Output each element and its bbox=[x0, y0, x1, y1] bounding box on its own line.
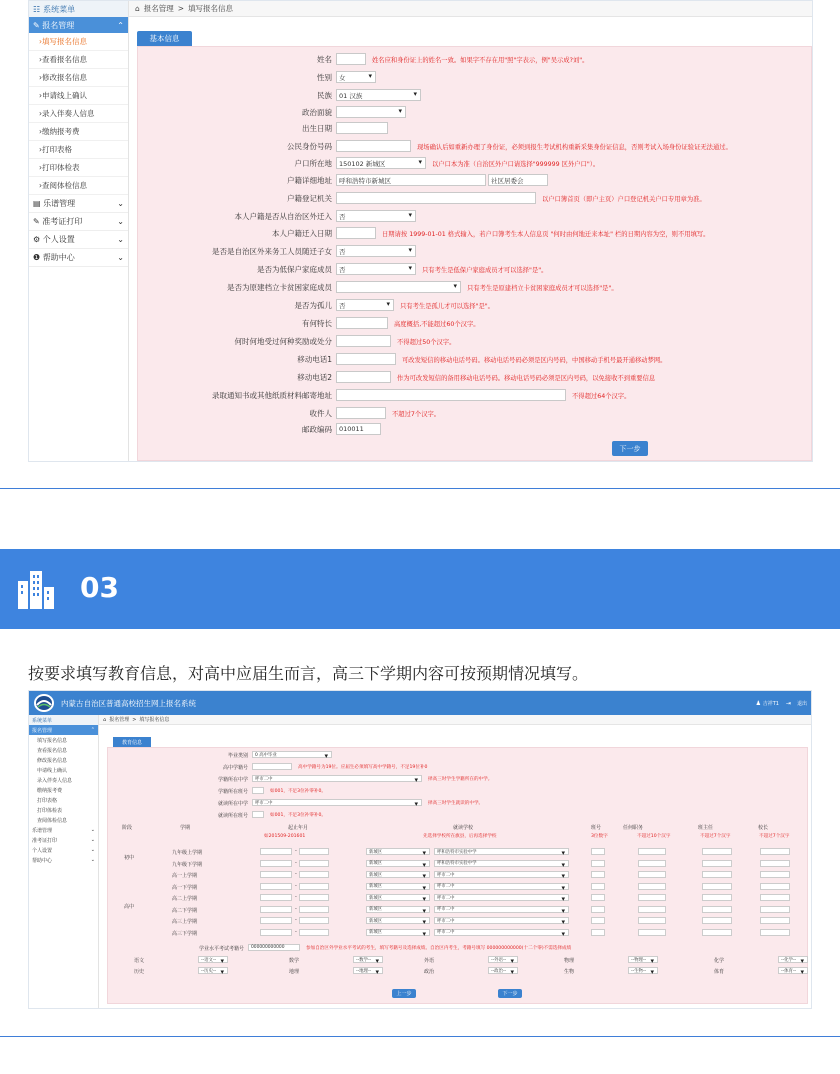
sidebar-item-label: 录入伴奏人信息 bbox=[37, 777, 73, 784]
field-hint: 高度概括,不能超过60个汉字。 bbox=[394, 321, 480, 328]
school-select[interactable]: 呼市二中 ▾ bbox=[434, 906, 569, 913]
breadcrumb-home[interactable]: 报名管理 bbox=[109, 717, 130, 723]
breadcrumb: ⌂ 报名管理 > 填写报名信息 bbox=[99, 715, 811, 725]
sidebar-item[interactable] bbox=[29, 775, 98, 785]
chevron-up-icon: ⌃ bbox=[90, 727, 95, 733]
field-label: 收件人 bbox=[309, 408, 332, 418]
sidebar-item-label: 缴纳报考费 bbox=[37, 787, 63, 794]
basic-info-form bbox=[137, 46, 812, 461]
start-date-input[interactable] bbox=[260, 906, 292, 913]
sidebar-item[interactable] bbox=[29, 735, 98, 745]
sidebar-item-label: 填写报名信息 bbox=[42, 37, 87, 46]
table-hint: 不超过7个汉字 bbox=[700, 834, 731, 839]
score-select[interactable]: --地理-- ▾ bbox=[353, 967, 383, 974]
position-input[interactable] bbox=[638, 929, 666, 936]
field-hint: 如001，不足3位补零补0。 bbox=[270, 789, 326, 794]
menu-icon: ☷ bbox=[33, 4, 41, 14]
principal-input[interactable] bbox=[760, 929, 790, 936]
breadcrumb-current: 填写报名信息 bbox=[139, 717, 170, 723]
field-label: 录取通知书或其他纸质材料邮寄地址 bbox=[212, 390, 332, 400]
edit-icon: ✎ bbox=[33, 20, 40, 30]
county-select[interactable]: 新城区 ▾ bbox=[366, 848, 430, 855]
field-hint: 不超过7个汉字。 bbox=[392, 411, 441, 418]
sidebar-item-label: 修改报名信息 bbox=[42, 73, 87, 82]
field-label: 出生日期 bbox=[302, 123, 332, 133]
logout-link[interactable]: 退出 bbox=[796, 700, 807, 707]
field-input[interactable] bbox=[252, 763, 292, 770]
principal-input[interactable] bbox=[760, 883, 790, 890]
sidebar bbox=[29, 715, 99, 1009]
position-input[interactable] bbox=[638, 871, 666, 878]
table-header: 班号 bbox=[591, 825, 602, 831]
sidebar-item-label: 打印体检表 bbox=[42, 163, 80, 172]
field-select[interactable]: 否 ▾ bbox=[336, 263, 416, 275]
head-teacher-input[interactable] bbox=[702, 929, 732, 936]
table-hint: 先选择学校所在旗县，后再选择学校 bbox=[423, 834, 497, 839]
subject-label: 语文 bbox=[134, 958, 145, 964]
field-label: 就读所在中学 bbox=[217, 801, 248, 807]
field-hint: 作为可改发短信的备用移动电话号码。移动电话号码必须是区内号码，以免接收不到重要信息 bbox=[397, 375, 656, 382]
class-no-input[interactable] bbox=[591, 848, 605, 855]
field-input[interactable] bbox=[336, 353, 396, 365]
stage-label: 高中 bbox=[124, 904, 135, 910]
field-hint: 择高三时学生学籍所在的中学。 bbox=[428, 777, 493, 782]
sidebar-item[interactable]: › 申请线上确认 bbox=[29, 87, 128, 105]
sidebar-item[interactable]: › 查阅体检信息 bbox=[29, 177, 128, 195]
field-label: 性别 bbox=[317, 72, 332, 82]
score-select[interactable]: --生物-- ▾ bbox=[628, 967, 658, 974]
score-select[interactable]: --体育-- ▾ bbox=[778, 967, 808, 974]
breadcrumb: ⌂ 报名管理 > 填写报名信息 bbox=[129, 1, 812, 17]
semester-label: 九年级上学期 bbox=[172, 850, 203, 856]
principal-input[interactable] bbox=[760, 871, 790, 878]
start-date-input[interactable] bbox=[260, 883, 292, 890]
sidebar-item[interactable]: › 录入伴奏人信息 bbox=[29, 105, 128, 123]
position-input[interactable] bbox=[638, 883, 666, 890]
sidebar-item[interactable] bbox=[29, 795, 98, 805]
class-no-input[interactable] bbox=[591, 883, 605, 890]
principal-input[interactable] bbox=[760, 860, 790, 867]
head-teacher-input[interactable] bbox=[702, 883, 732, 890]
table-header: 班主任 bbox=[698, 825, 714, 831]
chevron-down-icon: ⌄ bbox=[90, 837, 95, 843]
chevron-down-icon: ⌄ bbox=[90, 847, 95, 853]
education-info-screenshot bbox=[28, 690, 812, 1009]
divider bbox=[0, 1036, 840, 1037]
table-header: 起止年月 bbox=[288, 825, 309, 831]
semester-label: 高三下学期 bbox=[172, 930, 198, 937]
score-select[interactable]: --化学-- ▾ bbox=[778, 956, 808, 963]
field-select[interactable] bbox=[336, 106, 406, 118]
school-select[interactable]: 呼市二中 ▾ bbox=[434, 871, 569, 878]
field-label: 是否是自治区外来务工人员随迁子女 bbox=[212, 246, 332, 256]
field-label: 何时何地受过何种奖励或处分 bbox=[234, 336, 332, 346]
prev-button[interactable]: 上一步 bbox=[392, 989, 416, 998]
chevron-down-icon: ⌄ bbox=[117, 235, 124, 244]
sidebar-item-label: 打印体检表 bbox=[37, 807, 63, 814]
app-title: 内蒙古自治区普通高校招生网上报名系统 bbox=[61, 698, 196, 708]
field-select[interactable]: 女 ▾ bbox=[336, 71, 376, 83]
position-input[interactable] bbox=[638, 860, 666, 867]
field-hint: 参加自治区外学业水平考试的考生，填写考籍号及选择成绩。自治区内考生，考籍号填写 000000000000(十二个零)不需选择成绩 bbox=[306, 946, 572, 951]
sidebar-section-label: 帮助中心 bbox=[32, 857, 53, 864]
sidebar-item-label: 申请线上确认 bbox=[37, 767, 68, 774]
divider bbox=[0, 488, 840, 489]
field-hint: 可改发短信的移动电话号码。移动电话号码必须是区内号码，中国移动手机号最开通移动梦网。 bbox=[402, 357, 667, 364]
date-separator: - bbox=[295, 871, 297, 877]
field-input[interactable] bbox=[336, 335, 391, 347]
sidebar-item[interactable]: › 缴纳报考费 bbox=[29, 123, 128, 141]
end-date-input[interactable] bbox=[299, 917, 329, 924]
sidebar-item-label: 修改报名信息 bbox=[37, 757, 68, 764]
field-hint: 高中学籍号为19位。应届生必须填写高中学籍号，不足19位补0 bbox=[298, 765, 428, 770]
sidebar-group-registration[interactable]: ✎ 报名管理 ⌃ bbox=[29, 17, 128, 33]
user-icon: ♟ bbox=[755, 699, 761, 707]
field-input[interactable]: 呼和浩特市新城区 bbox=[336, 174, 486, 186]
head-teacher-input[interactable] bbox=[702, 906, 732, 913]
field-input[interactable] bbox=[336, 227, 376, 239]
subject-label: 政治 bbox=[424, 969, 435, 975]
field-hint: 只有考生是低保户家庭成员才可以选择"是"。 bbox=[422, 267, 548, 274]
field-label: 有何特长 bbox=[302, 318, 332, 328]
sidebar-item[interactable] bbox=[29, 805, 98, 815]
date-separator: - bbox=[295, 905, 297, 912]
school-select[interactable]: 呼市二中 ▾ bbox=[434, 894, 569, 901]
sidebar-item-label: 查看报名信息 bbox=[42, 55, 87, 64]
semester-label: 高一下学期 bbox=[172, 884, 198, 891]
sidebar-item[interactable]: › 打印表格 bbox=[29, 141, 128, 159]
field-select[interactable]: 否 ▾ bbox=[336, 245, 416, 257]
date-separator: - bbox=[295, 859, 297, 866]
field-label: 学籍所在班号 bbox=[217, 789, 248, 795]
table-hint: 不超过7个汉字 bbox=[759, 834, 790, 839]
score-select[interactable]: --外语-- ▾ bbox=[488, 956, 518, 963]
field-select[interactable]: 否 ▾ bbox=[336, 210, 416, 222]
date-separator: - bbox=[295, 848, 297, 854]
sidebar-item[interactable] bbox=[29, 745, 98, 755]
end-date-input[interactable] bbox=[299, 848, 329, 855]
sidebar-item[interactable]: › 填写报名信息 bbox=[29, 33, 128, 51]
county-select[interactable]: 新城区 ▾ bbox=[366, 929, 430, 936]
date-separator: - bbox=[295, 928, 297, 935]
start-date-input[interactable] bbox=[260, 871, 292, 878]
semester-label: 九年级下学期 bbox=[172, 861, 203, 868]
sidebar-section-label: 乐谱管理 bbox=[32, 827, 53, 834]
field-label: 户籍登记机关 bbox=[287, 193, 332, 203]
tab-basic-info[interactable]: 基本信息 bbox=[137, 31, 192, 46]
field-input[interactable]: 社区居委会 bbox=[488, 174, 548, 186]
table-hint: 不超过10个汉字 bbox=[637, 834, 671, 839]
start-date-input[interactable] bbox=[260, 860, 292, 867]
principal-input[interactable] bbox=[760, 906, 790, 913]
end-date-input[interactable] bbox=[299, 883, 329, 890]
sidebar-title: 系统菜单 bbox=[29, 715, 98, 725]
building-icon bbox=[16, 567, 56, 611]
county-select[interactable]: 新城区 ▾ bbox=[366, 883, 430, 890]
app-header bbox=[29, 691, 812, 715]
home-icon: ⌂ bbox=[135, 4, 140, 13]
chevron-down-icon: ⌄ bbox=[90, 857, 95, 863]
county-select[interactable]: 新城区 ▾ bbox=[366, 917, 430, 924]
start-date-input[interactable] bbox=[260, 848, 292, 855]
field-input[interactable] bbox=[336, 122, 388, 134]
field-label: 姓名 bbox=[317, 54, 332, 64]
class-no-input[interactable] bbox=[591, 929, 605, 936]
info-icon: ❶ bbox=[33, 253, 41, 262]
field-hint: 择高三时学生就读的中学。 bbox=[428, 801, 484, 806]
field-label: 就读所在班号 bbox=[217, 813, 248, 819]
field-label: 移动电话1 bbox=[297, 354, 332, 364]
instruction-caption: 按要求填写教育信息，对高中应届生而言，高三下学期内容可按预期情况填写。 bbox=[28, 664, 589, 683]
score-select[interactable]: --数学-- ▾ bbox=[353, 956, 383, 963]
field-label: 毕业类别 bbox=[227, 753, 248, 759]
exam-number-input[interactable]: 000000000000 bbox=[248, 944, 300, 951]
school-select[interactable]: 呼市二中 ▾ bbox=[434, 883, 569, 890]
table-header: 校长 bbox=[758, 825, 769, 831]
end-date-input[interactable] bbox=[299, 860, 329, 867]
class-no-input[interactable] bbox=[591, 917, 605, 924]
chevron-down-icon: ⌄ bbox=[117, 253, 124, 262]
subject-label: 历史 bbox=[134, 969, 145, 975]
table-header: 阶段 bbox=[122, 825, 133, 831]
stage-label: 初中 bbox=[124, 855, 135, 861]
school-select[interactable]: 呼和浩特市实验中学 ▾ bbox=[434, 860, 569, 867]
breadcrumb-current: 填写报名信息 bbox=[188, 4, 234, 13]
class-no-input[interactable] bbox=[591, 894, 605, 901]
head-teacher-input[interactable] bbox=[702, 848, 732, 855]
subject-label: 生物 bbox=[564, 969, 575, 975]
next-button[interactable]: 下一步 bbox=[612, 441, 648, 456]
field-select[interactable]: 否 ▾ bbox=[336, 299, 394, 311]
head-teacher-input[interactable] bbox=[702, 894, 732, 901]
field-input[interactable] bbox=[336, 140, 411, 152]
field-label: 民族 bbox=[317, 90, 332, 100]
sidebar-item[interactable] bbox=[29, 765, 98, 775]
field-label: 是否为低保户家庭成员 bbox=[257, 264, 332, 274]
sidebar-item-label: 查阅体检信息 bbox=[37, 817, 68, 824]
sidebar-item[interactable]: › 查看报名信息 bbox=[29, 51, 128, 69]
date-separator: - bbox=[295, 894, 297, 900]
field-label: 学籍所在中学 bbox=[217, 777, 248, 783]
sidebar-section[interactable] bbox=[29, 845, 98, 855]
field-hint: 不得超过50个汉字。 bbox=[397, 339, 456, 346]
sidebar-section[interactable] bbox=[29, 825, 98, 835]
sidebar-section-label: 准考证打印 bbox=[32, 837, 58, 844]
head-teacher-input[interactable] bbox=[702, 860, 732, 867]
semester-label: 高二下学期 bbox=[172, 907, 198, 914]
position-input[interactable] bbox=[638, 894, 666, 901]
start-date-input[interactable] bbox=[260, 917, 292, 924]
class-no-input[interactable] bbox=[591, 906, 605, 913]
table-header: 就读学校 bbox=[453, 825, 474, 831]
field-hint: 以户口簿首页（即户主页）户口登记机关户口专用章为准。 bbox=[542, 196, 706, 203]
breadcrumb-home[interactable]: 报名管理 bbox=[143, 4, 174, 13]
sidebar-section[interactable] bbox=[29, 835, 98, 845]
county-select[interactable]: 新城区 ▾ bbox=[366, 906, 430, 913]
school-select[interactable]: 呼和浩特市实验中学 ▾ bbox=[434, 848, 569, 855]
score-select[interactable]: --物理-- ▾ bbox=[628, 956, 658, 963]
end-date-input[interactable] bbox=[299, 906, 329, 913]
county-select[interactable]: 新城区 ▾ bbox=[366, 894, 430, 901]
school-select[interactable]: 呼市二中 ▾ bbox=[434, 917, 569, 924]
field-input[interactable] bbox=[336, 192, 536, 204]
field-label: 学业水平考试考籍号 bbox=[198, 946, 244, 952]
score-select[interactable]: --语文-- ▾ bbox=[198, 956, 228, 963]
field-input[interactable] bbox=[336, 389, 566, 401]
subject-label: 化学 bbox=[714, 958, 725, 964]
field-label: 高中学籍号 bbox=[222, 765, 248, 771]
field-select[interactable]: 01 汉族 ▾ bbox=[336, 89, 421, 101]
sidebar-section-label: 个人设置 bbox=[32, 847, 53, 854]
table-hint: 3位数字 bbox=[591, 834, 608, 839]
sidebar-section-ticket[interactable]: ✎ 准考证打印 ⌄ bbox=[29, 213, 128, 231]
field-select[interactable]: 呼市二中 ▾ bbox=[252, 799, 422, 806]
sidebar-section-settings[interactable]: ⚙ 个人设置 ⌄ bbox=[29, 231, 128, 249]
sidebar-item-label: 查看报名信息 bbox=[37, 747, 68, 754]
sidebar-item-label: 录入伴奏人信息 bbox=[42, 109, 95, 118]
field-input[interactable] bbox=[336, 407, 386, 419]
gear-icon: ⚙ bbox=[33, 235, 41, 244]
sidebar-title: ☷ 系统菜单 bbox=[29, 1, 128, 17]
field-label: 户籍详细地址 bbox=[287, 175, 332, 185]
logout-icon: ⇥ bbox=[785, 699, 791, 707]
school-select[interactable]: 呼市二中 ▾ bbox=[434, 929, 569, 936]
sidebar-item[interactable] bbox=[29, 755, 98, 765]
field-input[interactable] bbox=[336, 317, 388, 329]
file-icon: ▤ bbox=[33, 199, 41, 208]
sidebar bbox=[29, 1, 129, 462]
county-select[interactable]: 新城区 ▾ bbox=[366, 871, 430, 878]
chevron-up-icon: ⌃ bbox=[117, 20, 124, 30]
sidebar-item-label: 打印表格 bbox=[37, 797, 58, 804]
home-icon: ⌂ bbox=[103, 716, 107, 723]
position-input[interactable] bbox=[638, 917, 666, 924]
sidebar-item-label: 填写报名信息 bbox=[37, 737, 68, 744]
field-hint: 日期请按 1999-01-01 格式输入，若户口簿考生本人信息页 "何时由何地迁来本址" 栏的日期内容为空，则不用填写。 bbox=[382, 231, 710, 238]
end-date-input[interactable] bbox=[299, 871, 329, 878]
subject-label: 数学 bbox=[289, 958, 300, 964]
field-select[interactable]: 0 高中毕业 ▾ bbox=[252, 751, 332, 758]
date-separator: - bbox=[295, 882, 297, 889]
class-no-input[interactable] bbox=[591, 860, 605, 867]
sidebar-section[interactable] bbox=[29, 855, 98, 865]
sidebar-item[interactable]: › 修改报名信息 bbox=[29, 69, 128, 87]
field-label: 本人户籍是否从自治区外迁入 bbox=[234, 211, 332, 221]
score-select[interactable]: --历史-- ▾ bbox=[198, 967, 228, 974]
logo-icon bbox=[33, 693, 55, 713]
chevron-down-icon: ⌄ bbox=[90, 827, 95, 833]
principal-input[interactable] bbox=[760, 917, 790, 924]
field-label: 邮政编码 bbox=[302, 424, 332, 434]
field-hint: 以户口本为准（自治区外户口请选择"999999 区外户口"）。 bbox=[432, 161, 600, 168]
sidebar-item[interactable]: › 打印体检表 bbox=[29, 159, 128, 177]
field-hint: 只有考生是孤儿才可以选择"是"。 bbox=[400, 303, 494, 310]
head-teacher-input[interactable] bbox=[702, 917, 732, 924]
sidebar-item-label: 查阅体检信息 bbox=[42, 181, 87, 190]
field-hint: 现场确认后如重新办理了身份证，必须到报生考试机构重新采集身份证信息，否则考试入场身份证验证无法通过。 bbox=[417, 144, 732, 151]
field-label: 是否为原建档立卡贫困家庭成员 bbox=[227, 282, 332, 292]
principal-input[interactable] bbox=[760, 894, 790, 901]
position-input[interactable] bbox=[638, 906, 666, 913]
subject-label: 物理 bbox=[564, 958, 575, 964]
sidebar-group-registration[interactable]: 报名管理 ⌃ bbox=[29, 725, 98, 735]
principal-input[interactable] bbox=[760, 848, 790, 855]
section-banner bbox=[0, 549, 840, 629]
field-label: 是否为孤儿 bbox=[294, 300, 332, 310]
end-date-input[interactable] bbox=[299, 929, 329, 936]
field-select[interactable]: 呼市二中 ▾ bbox=[252, 775, 422, 782]
field-label: 公民身份号码 bbox=[287, 141, 332, 151]
sidebar-item-label: 申请线上确认 bbox=[42, 91, 87, 100]
sidebar-section-music[interactable]: ▤ 乐谱管理 ⌄ bbox=[29, 195, 128, 213]
semester-label: 高三上学期 bbox=[172, 919, 198, 925]
basic-info-screenshot bbox=[28, 0, 813, 462]
semester-label: 高一上学期 bbox=[172, 873, 198, 879]
field-label: 本人户籍迁入日期 bbox=[272, 228, 332, 238]
field-label: 移动电话2 bbox=[297, 372, 332, 382]
date-separator: - bbox=[295, 917, 297, 923]
field-input[interactable]: 010011 bbox=[336, 423, 381, 435]
sidebar-item[interactable] bbox=[29, 815, 98, 825]
user-name[interactable]: 吉祥T1 bbox=[762, 700, 779, 707]
next-button[interactable]: 下一步 bbox=[498, 989, 522, 998]
field-select[interactable] bbox=[336, 281, 461, 293]
table-header: 任何职务 bbox=[623, 825, 644, 831]
sidebar-item-label: 打印表格 bbox=[42, 145, 72, 154]
field-input[interactable] bbox=[336, 53, 366, 65]
edit-icon: ✎ bbox=[33, 217, 40, 226]
field-label: 政治面貌 bbox=[302, 107, 332, 117]
county-select[interactable]: 新城区 ▾ bbox=[366, 860, 430, 867]
subject-label: 外语 bbox=[424, 958, 435, 964]
head-teacher-input[interactable] bbox=[702, 871, 732, 878]
field-label: 户口所在地 bbox=[294, 158, 332, 168]
education-info-form bbox=[107, 747, 808, 1004]
semester-label: 高二上学期 bbox=[172, 896, 198, 902]
end-date-input[interactable] bbox=[299, 894, 329, 901]
class-no-input[interactable] bbox=[591, 871, 605, 878]
field-select[interactable]: 150102 新城区 ▾ bbox=[336, 157, 426, 169]
subject-label: 体育 bbox=[714, 969, 725, 975]
score-select[interactable]: --政治-- ▾ bbox=[488, 967, 518, 974]
subject-label: 地理 bbox=[289, 969, 300, 975]
chevron-down-icon: ⌄ bbox=[117, 217, 124, 226]
table-header: 学期 bbox=[180, 825, 191, 831]
field-hint: 如001，不足3位补零补0。 bbox=[270, 813, 326, 818]
sidebar-item-label: 缴纳报考费 bbox=[42, 127, 80, 136]
chevron-down-icon: ⌄ bbox=[117, 199, 124, 208]
field-hint: 不得超过64个汉字。 bbox=[572, 393, 631, 400]
field-hint: 姓名应和身份证上的姓名一致。如果字不存在用"照"字表示，例"吴示成?刘"。 bbox=[372, 57, 589, 64]
section-number: 03 bbox=[80, 571, 119, 604]
position-input[interactable] bbox=[638, 848, 666, 855]
sidebar-section-help[interactable]: ❶ 帮助中心 ⌄ bbox=[29, 249, 128, 267]
field-input[interactable] bbox=[252, 787, 264, 794]
start-date-input[interactable] bbox=[260, 894, 292, 901]
table-hint: 如201509-201601 bbox=[264, 834, 306, 839]
sidebar-item[interactable] bbox=[29, 785, 98, 795]
tab-education-info[interactable]: 教育信息 bbox=[113, 737, 151, 747]
field-input[interactable] bbox=[336, 371, 391, 383]
field-input[interactable] bbox=[252, 811, 264, 818]
field-hint: 只有考生是原建档立卡贫困家庭成员才可以选择"是"。 bbox=[467, 285, 618, 292]
start-date-input[interactable] bbox=[260, 929, 292, 936]
